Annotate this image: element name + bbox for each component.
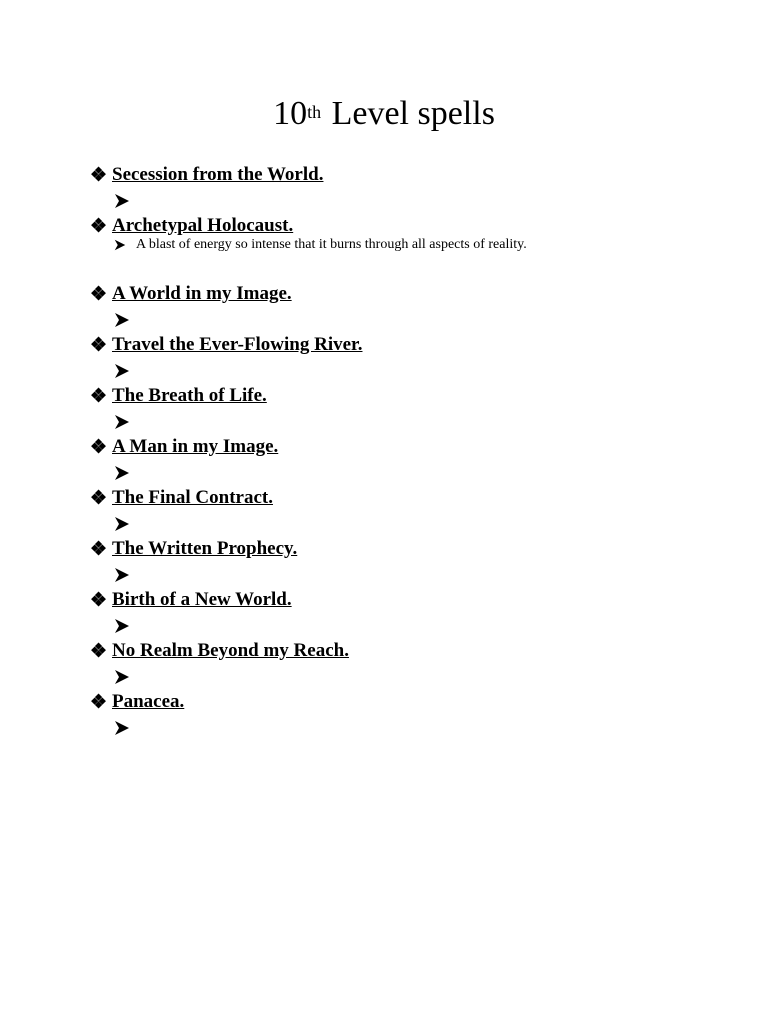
spell-name: No Realm Beyond my Reach. [112, 640, 349, 661]
spell-detail [90, 666, 730, 687]
diamond-bullet-icon: ❖ [90, 164, 108, 186]
spell-heading [90, 381, 730, 411]
spell-item [90, 160, 730, 211]
spell-detail [90, 360, 730, 381]
spell-item [90, 534, 730, 585]
spacer [90, 253, 730, 279]
spell-name: Archetypal Holocaust. [112, 215, 294, 236]
spell-detail [90, 564, 730, 585]
spell-name: A World in my Image. [112, 283, 292, 304]
spell-item [90, 211, 730, 279]
diamond-bullet-icon: ❖ [90, 538, 108, 560]
arrowhead-bullet-icon [114, 618, 130, 634]
spell-item [90, 585, 730, 636]
arrowhead-bullet-icon [114, 567, 130, 583]
spell-detail [90, 309, 730, 330]
diamond-bullet-icon: ❖ [90, 589, 108, 611]
spell-detail [90, 513, 730, 534]
spell-heading [90, 483, 730, 513]
arrowhead-bullet-icon [114, 312, 130, 328]
spell-item [90, 636, 730, 687]
spell-detail [90, 615, 730, 636]
arrowhead-bullet-icon [114, 669, 130, 685]
diamond-bullet-icon: ❖ [90, 385, 108, 407]
spell-heading [90, 160, 730, 190]
spell-detail [90, 411, 730, 432]
spell-heading [90, 636, 730, 666]
diamond-bullet-icon: ❖ [90, 691, 108, 713]
arrowhead-bullet-icon [114, 414, 130, 430]
title-number: 10 [273, 95, 308, 132]
spell-name: Birth of a New World. [112, 589, 292, 610]
spell-name: Travel the Ever-Flowing River. [112, 334, 363, 355]
title-text: Level spells [323, 95, 495, 132]
spell-list [90, 160, 730, 738]
spell-name: Secession from the World. [112, 164, 324, 185]
spell-item [90, 279, 730, 330]
spell-heading [90, 585, 730, 615]
spell-name: The Breath of Life. [112, 385, 267, 406]
diamond-bullet-icon: ❖ [90, 487, 108, 509]
arrowhead-bullet-icon [114, 363, 130, 379]
spell-name: The Written Prophecy. [112, 538, 298, 559]
diamond-bullet-icon: ❖ [90, 640, 108, 662]
spell-detail [90, 717, 730, 738]
arrowhead-bullet-icon [114, 720, 130, 736]
title-superscript: th [307, 102, 322, 122]
spell-heading [90, 432, 730, 462]
arrowhead-bullet-icon [114, 239, 126, 251]
spell-item [90, 330, 730, 381]
arrowhead-bullet-icon [114, 465, 130, 481]
spell-name: Panacea. [112, 691, 185, 712]
spell-name: A Man in my Image. [112, 436, 279, 457]
spell-heading [90, 279, 730, 309]
spell-detail [90, 237, 730, 253]
diamond-bullet-icon: ❖ [90, 334, 108, 356]
diamond-bullet-icon: ❖ [90, 436, 108, 458]
spell-item [90, 381, 730, 432]
spell-item [90, 483, 730, 534]
spell-name: The Final Contract. [112, 487, 273, 508]
arrowhead-bullet-icon [114, 516, 130, 532]
spell-item [90, 432, 730, 483]
spell-detail [90, 462, 730, 483]
spell-heading [90, 330, 730, 360]
page-title [0, 94, 768, 134]
spell-description: A blast of energy so intense that it burns through all aspects of reality. [136, 237, 527, 252]
arrowhead-bullet-icon [114, 193, 130, 209]
spell-item [90, 687, 730, 738]
spell-heading [90, 534, 730, 564]
diamond-bullet-icon: ❖ [90, 283, 108, 305]
spell-detail [90, 190, 730, 211]
spell-heading [90, 687, 730, 717]
diamond-bullet-icon: ❖ [90, 215, 108, 237]
